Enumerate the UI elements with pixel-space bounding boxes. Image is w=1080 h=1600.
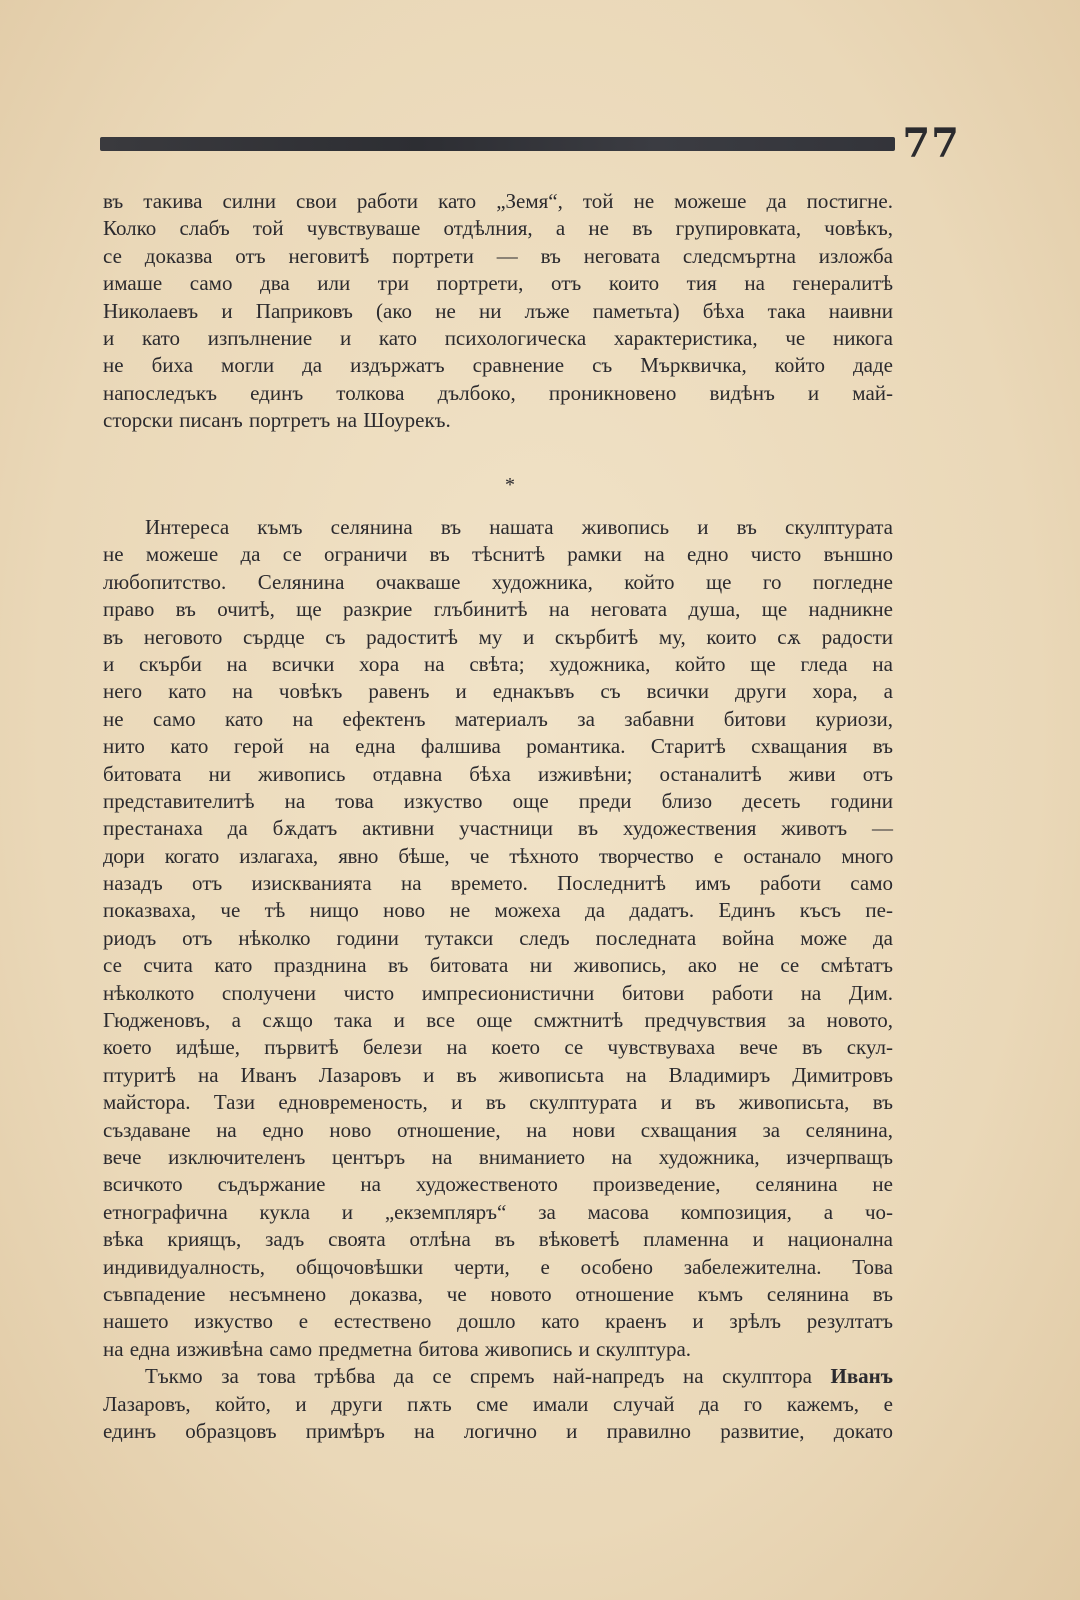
- text-line: птуритѣ на Иванъ Лазаровъ и въ живописьта на Владимиръ Димитровъ: [103, 1062, 893, 1087]
- header-rule: [100, 137, 895, 151]
- text-line: право въ очитѣ, ще разкрие глъбинитѣ на неговата душа, ще надникне: [103, 597, 893, 622]
- text-line: сторски писанъ портретъ на Шоурекъ.: [103, 408, 451, 433]
- text-line: не биха могли да издържатъ сравнение съ Мърквичка, който даде: [103, 353, 893, 378]
- text-line: любопитство. Селянина очакваше художника, който ще го погледне: [103, 569, 893, 594]
- text-line: него като на човѣкъ равенъ и еднакъвъ съ всички други хора, а: [103, 679, 893, 704]
- text-line: представителитѣ на това изкуство още преди близо десеть години: [103, 788, 893, 813]
- text-line: Лазаровъ, който, и други пѫть сме имали случай да го кажемъ, е: [103, 1391, 893, 1416]
- text-line: имаше само два или три портрети, отъ които тия на генералитѣ: [103, 271, 893, 296]
- text-line: всичкото съдържание на художественото произведение, селянина не: [103, 1172, 893, 1197]
- text-line: нито като герой на една фалшива романтика. Старитѣ схващания въ: [103, 734, 893, 759]
- text-line: единъ образцовъ примѣръ на логично и правилно развитие, докато: [103, 1418, 893, 1443]
- text-line: вѣка криящъ, задъ своята отлѣна въ вѣковетѣ пламенна и национална: [103, 1227, 893, 1252]
- text-line: престанаха да бѫдатъ активни участници въ художествения животъ —: [103, 816, 893, 841]
- text-line-with-name: [103, 1363, 893, 1390]
- text-line: риодъ отъ нѣколко години тутакси следъ последната война може да: [103, 925, 893, 950]
- text-line: нѣколкото сполучени чисто импресионистични битови работи на Дим.: [103, 980, 893, 1005]
- text-line: се доказва отъ неговитѣ портрети — въ неговата следсмъртна изложба: [103, 243, 893, 268]
- text-line: майстора. Тази едновременость, и въ скулптурата и въ живописьта, въ: [103, 1090, 893, 1115]
- section-separator: *: [505, 474, 515, 496]
- text-line: съвпадение несъмнено доказва, че новото отношение къмъ селянина въ: [103, 1281, 893, 1306]
- running-header: [100, 120, 960, 170]
- text-line: етнографична кукла и „екземпляръ“ за масова композиция, а чо-: [103, 1199, 893, 1224]
- text-line: въ такива силни свои работи като „Земя“, той не можеше да постигне.: [103, 189, 893, 213]
- text-line: създаване на едно ново отношение, на нови схващания за селянина,: [103, 1117, 893, 1142]
- page-number: 77: [902, 120, 960, 167]
- text-line: битовата ни живопись отдавна бѣха изживѣни; останалитѣ живи отъ: [103, 761, 893, 786]
- text-block-1: [103, 188, 893, 435]
- text-line: Николаевъ и Паприковъ (ако не ни лъже паметьта) бѣха така наивни: [103, 298, 893, 323]
- text-line: което идѣше, първитѣ белези на което се чувствуваха вече въ скул-: [103, 1035, 893, 1060]
- sculptor-name: Иванъ: [830, 1364, 894, 1389]
- text-line: и скърби на всички хора на свѣта; художника, който ще гледа на: [103, 651, 893, 676]
- text-line: не само като на ефектенъ материалъ за забавни битови куриози,: [103, 706, 893, 731]
- text-line: дори когато излагаха, явно бѣше, че тѣхното творчество е останало много: [103, 843, 893, 868]
- text-line: показваха, че тѣ нищо ново не можеха да дадатъ. Единъ късъ пе-: [103, 898, 893, 923]
- text-line: и като изпълнение и като психологическа характеристика, че никога: [103, 325, 893, 350]
- text-line: нашето изкуство е естествено дошло като краенъ и зрѣлъ резултатъ: [103, 1309, 893, 1334]
- text-line: Гюдженовъ, а сѫщо така и все още смжтнитѣ предчувствия за новото,: [103, 1008, 893, 1033]
- text-line-part: Тъкмо за това трѣбва да се спремъ най-напредъ на скулптора: [145, 1364, 812, 1389]
- text-line: Интереса къмъ селянина въ нашата живопись и въ скулптурата: [145, 515, 893, 539]
- text-line: Колко слабъ той чувствуваше отдѣлния, а не въ групировката, човѣкъ,: [103, 216, 893, 241]
- text-line: не можеше да се ограничи въ тѣснитѣ рамки на едно чисто външно: [103, 542, 893, 567]
- text-block-2: [103, 514, 893, 1445]
- text-line: въ неговото сърдце съ радоститѣ му и скърбитѣ му, които сѫ радости: [103, 624, 893, 649]
- text-line: се счита като празднина въ битовата ни живопись, ако не се смѣтатъ: [103, 953, 893, 978]
- text-line: назадъ отъ изискванията на времето. Последнитѣ имъ работи само: [103, 871, 893, 896]
- text-line: вече изключителенъ центъръ на вниманието на художника, изчерпващъ: [103, 1144, 893, 1169]
- text-line: индивидуалность, общочовѣшки черти, е особено забележителна. Това: [103, 1254, 893, 1279]
- text-line: на една изживѣна само предметна битова живопись и скулптура.: [103, 1336, 692, 1361]
- text-line: напоследъкъ единъ толкова дълбоко, проникновено видѣнъ и май-: [103, 380, 893, 405]
